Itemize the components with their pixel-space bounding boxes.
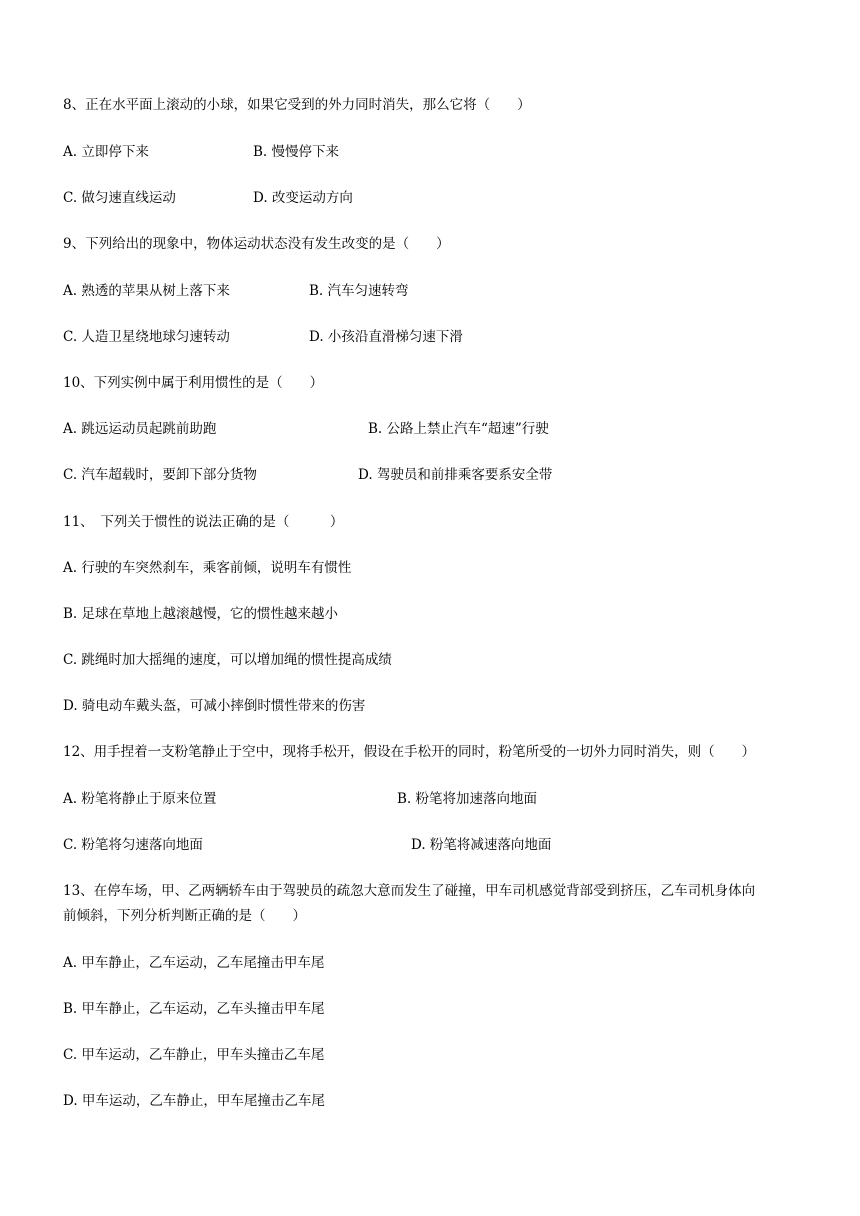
question-8-option-b: B. 慢慢停下来	[253, 144, 340, 160]
question-9-option-a: A. 熟透的苹果从树上落下来	[63, 283, 230, 299]
question-11-option-d: D. 骑电动车戴头盔，可减小摔倒时惯性带来的伤害	[63, 698, 366, 714]
question-12-option-c: C. 粉笔将匀速落向地面	[63, 837, 203, 853]
question-10-option-c: C. 汽车超载时，要卸下部分货物	[63, 467, 257, 483]
question-9-stem: 9、下列给出的现象中，物体运动状态没有发生改变的是（ ）	[63, 236, 450, 252]
question-12-option-d: D. 粉笔将减速落向地面	[411, 837, 552, 853]
question-11-option-b: B. 足球在草地上越滚越慢，它的惯性越来越小	[63, 606, 339, 622]
question-11-option-c: C. 跳绳时加大摇绳的速度，可以增加绳的惯性提高成绩	[63, 652, 392, 668]
question-8-option-a: A. 立即停下来	[63, 144, 149, 160]
question-12-option-b: B. 粉笔将加速落向地面	[397, 791, 538, 807]
question-10-option-b: B. 公路上禁止汽车“超速”行驶	[368, 421, 549, 437]
question-10-option-a: A. 跳远运动员起跳前助跑	[63, 421, 217, 437]
question-8-option-c: C. 做匀速直线运动	[63, 190, 176, 206]
question-8-stem: 8、正在水平面上滚动的小球，如果它受到的外力同时消失，那么它将（ ）	[63, 97, 531, 113]
question-11-option-a: A. 行驶的车突然刹车，乘客前倾，说明车有惯性	[63, 560, 352, 576]
question-12-stem: 12、用手捏着一支粉笔静止于空中，现将手松开，假设在手松开的同时，粉笔所受的一切外力同时消失，则（ ）	[63, 744, 756, 760]
question-13-stem-line-1: 13、在停车场，甲、乙两辆轿车由于驾驶员的疏忽大意而发生了碰撞，甲车司机感觉背部受到挤压，乙车司机身体向	[63, 883, 756, 899]
question-10-stem: 10、下列实例中属于利用惯性的是（ ）	[63, 375, 324, 391]
question-9-option-c: C. 人造卫星绕地球匀速转动	[63, 329, 230, 345]
question-11-stem: 11、 下列关于惯性的说法正确的是（ ）	[63, 514, 344, 530]
question-13-stem-line-2: 前倾斜，下列分析判断正确的是（ ）	[63, 908, 306, 924]
question-13-option-c: C. 甲车运动，乙车静止，甲车头撞击乙车尾	[63, 1047, 325, 1063]
question-8-option-d: D. 改变运动方向	[253, 190, 353, 206]
question-13-option-b: B. 甲车静止，乙车运动，乙车头撞击甲车尾	[63, 1001, 325, 1017]
question-10-option-d: D. 驾驶员和前排乘客要系安全带	[358, 467, 553, 483]
question-12-option-a: A. 粉笔将静止于原来位置	[63, 791, 217, 807]
question-9-option-b: B. 汽车匀速转弯	[309, 283, 409, 299]
question-13-option-a: A. 甲车静止，乙车运动，乙车尾撞击甲车尾	[63, 955, 325, 971]
question-13-option-d: D. 甲车运动，乙车静止，甲车尾撞击乙车尾	[63, 1093, 325, 1109]
question-9-option-d: D. 小孩沿直滑梯匀速下滑	[309, 329, 463, 345]
